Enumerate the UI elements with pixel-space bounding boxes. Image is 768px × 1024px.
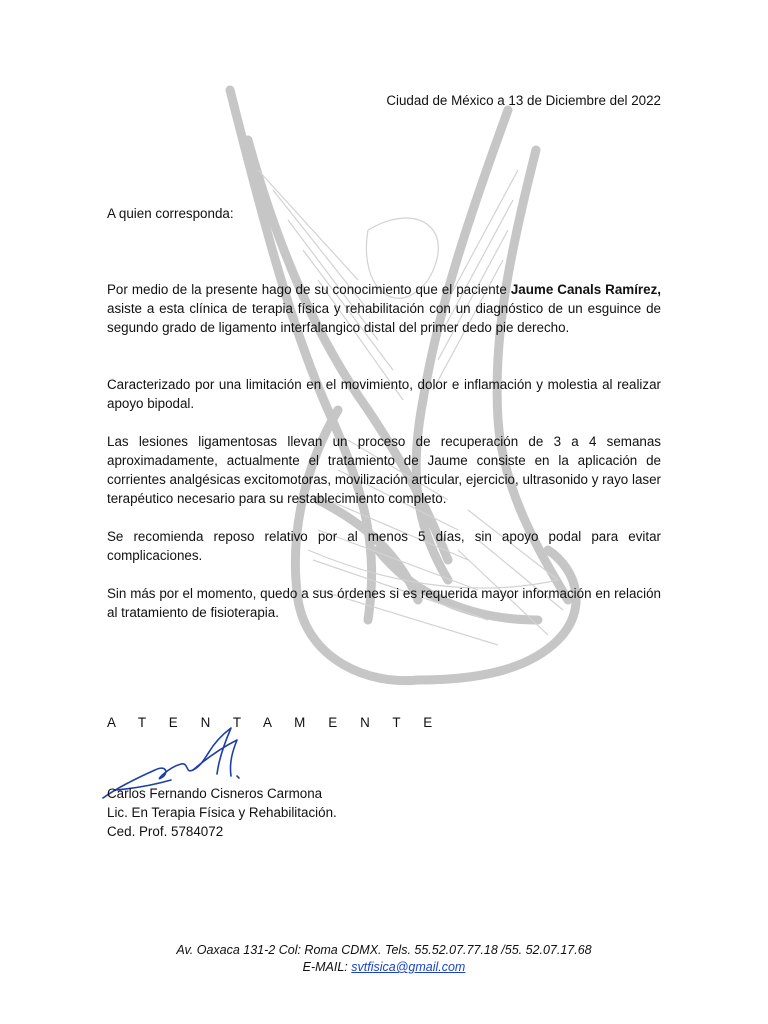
paragraph-closing-remarks: Sin más por el momento, quedo a sus órdenes si es requerida mayor información en relación al tratamiento de fisioterapia. xyxy=(107,586,661,620)
paragraph-diagnosis xyxy=(107,280,661,337)
signatory-title: Lic. En Terapia Física y Rehabilitación. xyxy=(107,805,337,820)
patient-name: Jaume Canals Ramírez, xyxy=(510,282,661,297)
paragraph-recommendation: Se recomienda reposo relativo por al menos 5 días, sin apoyo podal para evitar complicaciones. xyxy=(107,529,661,563)
email-label: E-MAIL: xyxy=(302,960,352,974)
footer-email-line xyxy=(0,959,768,976)
signatory-block xyxy=(107,784,337,841)
paragraph-1-rest: asiste a esta clínica de terapia física y rehabilitación con un diagnóstico de un esguince de segundo grado de ligamento interfalangico distal del primer dedo pie derecho. xyxy=(107,301,661,335)
paragraph-treatment: Las lesiones ligamentosas llevan un proceso de recuperación de 3 a 4 semanas aproximadamente, actualmente el tratamiento de Jaume consiste en la aplicación de corrientes analgésicas excitomotoras, movilización articular, ejercicio, ultrasonido y rayo laser terapéutico necesario para su restablecimiento completo. xyxy=(107,434,661,506)
letter-body xyxy=(107,0,661,1024)
email-link[interactable]: svtfisica@gmail.com xyxy=(351,960,466,974)
salutation: A quien corresponda: xyxy=(107,206,234,221)
paragraph-1-intro: Por medio de la presente hago de su conocimiento que el paciente xyxy=(107,282,511,297)
signatory-name: Carlos Fernando Cisneros Carmona xyxy=(107,786,323,801)
closing-atentamente: A T E N T A M E N T E xyxy=(107,715,442,730)
paragraph-symptoms: Caracterizado por una limitación en el movimiento, dolor e inflamación y molestia al realizar apoyo bipodal. xyxy=(107,377,661,411)
date-line: Ciudad de México a 13 de Diciembre del 2022 xyxy=(386,93,661,108)
professional-license: Ced. Prof. 5784072 xyxy=(107,824,224,839)
footer-address: Av. Oaxaca 131-2 Col: Roma CDMX. Tels. 55.52.07.77.18 /55. 52.07.17.68 xyxy=(176,943,592,957)
footer xyxy=(0,942,768,976)
